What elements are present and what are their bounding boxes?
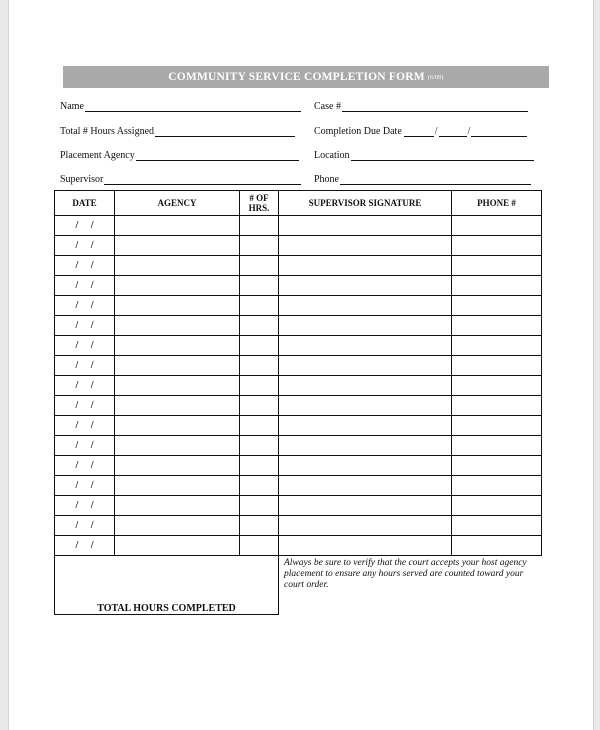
date-cell[interactable] (55, 516, 115, 536)
hours-cell[interactable] (240, 276, 279, 296)
date-cell[interactable] (55, 416, 115, 436)
phone-cell[interactable] (452, 356, 542, 376)
supervisor-signature-cell[interactable] (279, 216, 452, 236)
hours-cell[interactable] (240, 456, 279, 476)
agency-cell[interactable] (115, 496, 240, 516)
service-log-body (55, 216, 542, 615)
due-date-year[interactable] (471, 127, 527, 137)
date-cell[interactable] (55, 396, 115, 416)
supervisor-signature-cell[interactable] (279, 416, 452, 436)
phone-cell[interactable] (452, 276, 542, 296)
table-row (55, 496, 542, 516)
agency-cell[interactable] (115, 296, 240, 316)
supervisor-signature-cell[interactable] (279, 256, 452, 276)
hours-cell[interactable] (240, 396, 279, 416)
table-row (55, 336, 542, 356)
service-log-table (54, 190, 542, 615)
form-title: COMMUNITY SERVICE COMPLETION FORM (168, 71, 425, 83)
hours-cell[interactable] (240, 476, 279, 496)
date-cell[interactable] (55, 496, 115, 516)
hours-assigned-line[interactable] (155, 127, 295, 137)
hours-cell[interactable] (240, 496, 279, 516)
table-row (55, 536, 542, 556)
hours-cell[interactable] (240, 536, 279, 556)
agency-cell[interactable] (115, 276, 240, 296)
agency-cell[interactable] (115, 336, 240, 356)
case-line[interactable] (342, 102, 528, 112)
total-hours-label: TOTAL HOURS COMPLETED (97, 602, 236, 614)
phone-cell[interactable] (452, 296, 542, 316)
phone-cell[interactable] (452, 216, 542, 236)
agency-cell[interactable] (115, 516, 240, 536)
hours-cell[interactable] (240, 316, 279, 336)
due-date-slash: / (434, 126, 438, 137)
table-row (55, 416, 542, 436)
agency-header: AGENCY (115, 191, 240, 216)
form-version: (6/09) (427, 75, 444, 81)
due-date-slash: / (467, 126, 471, 137)
hours-cell[interactable] (240, 516, 279, 536)
location-field[interactable] (314, 150, 534, 161)
date-placeholder: / / (75, 320, 94, 331)
supervisor-signature-cell[interactable] (279, 276, 452, 296)
supervisor-signature-cell[interactable] (279, 536, 452, 556)
table-row (55, 436, 542, 456)
due-date-day[interactable] (439, 127, 467, 137)
table-row (55, 256, 542, 276)
due-date-field[interactable] (314, 126, 527, 137)
form-title-bar (63, 66, 549, 88)
date-cell[interactable] (55, 476, 115, 496)
date-placeholder: / / (75, 380, 94, 391)
supervisor-signature-cell[interactable] (279, 356, 452, 376)
hours-cell[interactable] (240, 236, 279, 256)
hours-cell[interactable] (240, 376, 279, 396)
table-row (55, 296, 542, 316)
agency-cell[interactable] (115, 216, 240, 236)
date-placeholder: / / (75, 520, 94, 531)
phone-cell[interactable] (452, 496, 542, 516)
supervisor-signature-cell[interactable] (279, 336, 452, 356)
phone-cell[interactable] (452, 536, 542, 556)
date-placeholder: / / (75, 480, 94, 491)
location-line[interactable] (351, 151, 534, 161)
agency-cell[interactable] (115, 376, 240, 396)
placement-agency-label: Placement Agency (60, 150, 135, 161)
phone-field[interactable] (314, 174, 531, 185)
agency-cell[interactable] (115, 256, 240, 276)
hours-cell[interactable] (240, 336, 279, 356)
phone-cell[interactable] (452, 436, 542, 456)
agency-cell[interactable] (115, 416, 240, 436)
phone-cell[interactable] (452, 416, 542, 436)
table-row (55, 216, 542, 236)
date-cell[interactable] (55, 236, 115, 256)
date-placeholder: / / (75, 300, 94, 311)
date-cell[interactable] (55, 436, 115, 456)
date-cell[interactable] (55, 376, 115, 396)
hours-cell[interactable] (240, 356, 279, 376)
verification-note: Always be sure to verify that the court accepts your host agency placement to ensure any hours served are counted toward your court order. (284, 558, 527, 590)
phone-cell[interactable] (452, 316, 542, 336)
supervisor-signature-cell[interactable] (279, 396, 452, 416)
supervisor-signature-cell[interactable] (279, 516, 452, 536)
agency-cell[interactable] (115, 396, 240, 416)
hours-header: # OF HRS. (240, 191, 279, 216)
table-row (55, 476, 542, 496)
date-cell[interactable] (55, 276, 115, 296)
date-cell[interactable] (55, 536, 115, 556)
hours-cell[interactable] (240, 256, 279, 276)
case-field[interactable] (314, 101, 528, 112)
date-placeholder: / / (75, 240, 94, 251)
supervisor-signature-cell[interactable] (279, 376, 452, 396)
hours-cell[interactable] (240, 296, 279, 316)
agency-cell[interactable] (115, 316, 240, 336)
supervisor-signature-cell[interactable] (279, 436, 452, 456)
table-row (55, 516, 542, 536)
location-label: Location (314, 150, 350, 161)
supervisor-label: Supervisor (60, 174, 104, 185)
name-field[interactable] (60, 101, 301, 112)
phone-label: Phone (314, 174, 339, 185)
hours-cell[interactable] (240, 416, 279, 436)
table-row (55, 456, 542, 476)
hours-assigned-label: Total # Hours Assigned (60, 126, 155, 137)
phone-cell[interactable] (452, 236, 542, 256)
name-line[interactable] (85, 102, 301, 112)
date-placeholder: / / (75, 460, 94, 471)
date-placeholder: / / (75, 500, 94, 511)
date-placeholder: / / (75, 280, 94, 291)
hours-assigned-field[interactable] (60, 126, 295, 137)
phone-cell[interactable] (452, 456, 542, 476)
phone-cell[interactable] (452, 376, 542, 396)
supervisor-signature-cell[interactable] (279, 296, 452, 316)
total-row (55, 556, 542, 615)
date-placeholder: / / (75, 400, 94, 411)
phone-header: PHONE # (452, 191, 542, 216)
date-placeholder: / / (75, 260, 94, 271)
total-hours-cell[interactable] (55, 556, 279, 615)
table-row (55, 356, 542, 376)
table-header-row (55, 191, 542, 216)
supervisor-line[interactable] (104, 175, 301, 185)
due-date-month[interactable] (404, 127, 434, 137)
case-label: Case # (314, 101, 341, 112)
date-placeholder: / / (75, 420, 94, 431)
phone-cell[interactable] (452, 256, 542, 276)
name-label: Name (60, 101, 84, 112)
agency-cell[interactable] (115, 236, 240, 256)
hours-cell[interactable] (240, 216, 279, 236)
supervisor-signature-cell[interactable] (279, 476, 452, 496)
phone-cell[interactable] (452, 516, 542, 536)
date-cell[interactable] (55, 296, 115, 316)
verification-note-cell (279, 556, 542, 615)
phone-line[interactable] (340, 175, 531, 185)
date-cell[interactable] (55, 216, 115, 236)
supervisor-signature-header: SUPERVISOR SIGNATURE (279, 191, 452, 216)
date-placeholder: / / (75, 340, 94, 351)
phone-cell[interactable] (452, 476, 542, 496)
placement-agency-field[interactable] (60, 150, 299, 161)
date-placeholder: / / (75, 440, 94, 451)
date-placeholder: / / (75, 360, 94, 371)
date-cell[interactable] (55, 316, 115, 336)
hours-cell[interactable] (240, 436, 279, 456)
date-placeholder: / / (75, 220, 94, 231)
agency-cell[interactable] (115, 436, 240, 456)
table-row (55, 236, 542, 256)
table-row (55, 396, 542, 416)
table-row (55, 316, 542, 336)
date-cell[interactable] (55, 256, 115, 276)
supervisor-field[interactable] (60, 174, 301, 185)
date-cell[interactable] (55, 336, 115, 356)
agency-cell[interactable] (115, 356, 240, 376)
table-row (55, 276, 542, 296)
supervisor-signature-cell[interactable] (279, 236, 452, 256)
date-cell[interactable] (55, 356, 115, 376)
due-date-label: Completion Due Date (314, 126, 402, 137)
phone-cell[interactable] (452, 336, 542, 356)
date-placeholder: / / (75, 540, 94, 551)
agency-cell[interactable] (115, 536, 240, 556)
agency-cell[interactable] (115, 456, 240, 476)
phone-cell[interactable] (452, 396, 542, 416)
supervisor-signature-cell[interactable] (279, 496, 452, 516)
supervisor-signature-cell[interactable] (279, 456, 452, 476)
table-row (55, 376, 542, 396)
supervisor-signature-cell[interactable] (279, 316, 452, 336)
agency-cell[interactable] (115, 476, 240, 496)
placement-agency-line[interactable] (136, 151, 299, 161)
date-cell[interactable] (55, 456, 115, 476)
date-header: DATE (55, 191, 115, 216)
